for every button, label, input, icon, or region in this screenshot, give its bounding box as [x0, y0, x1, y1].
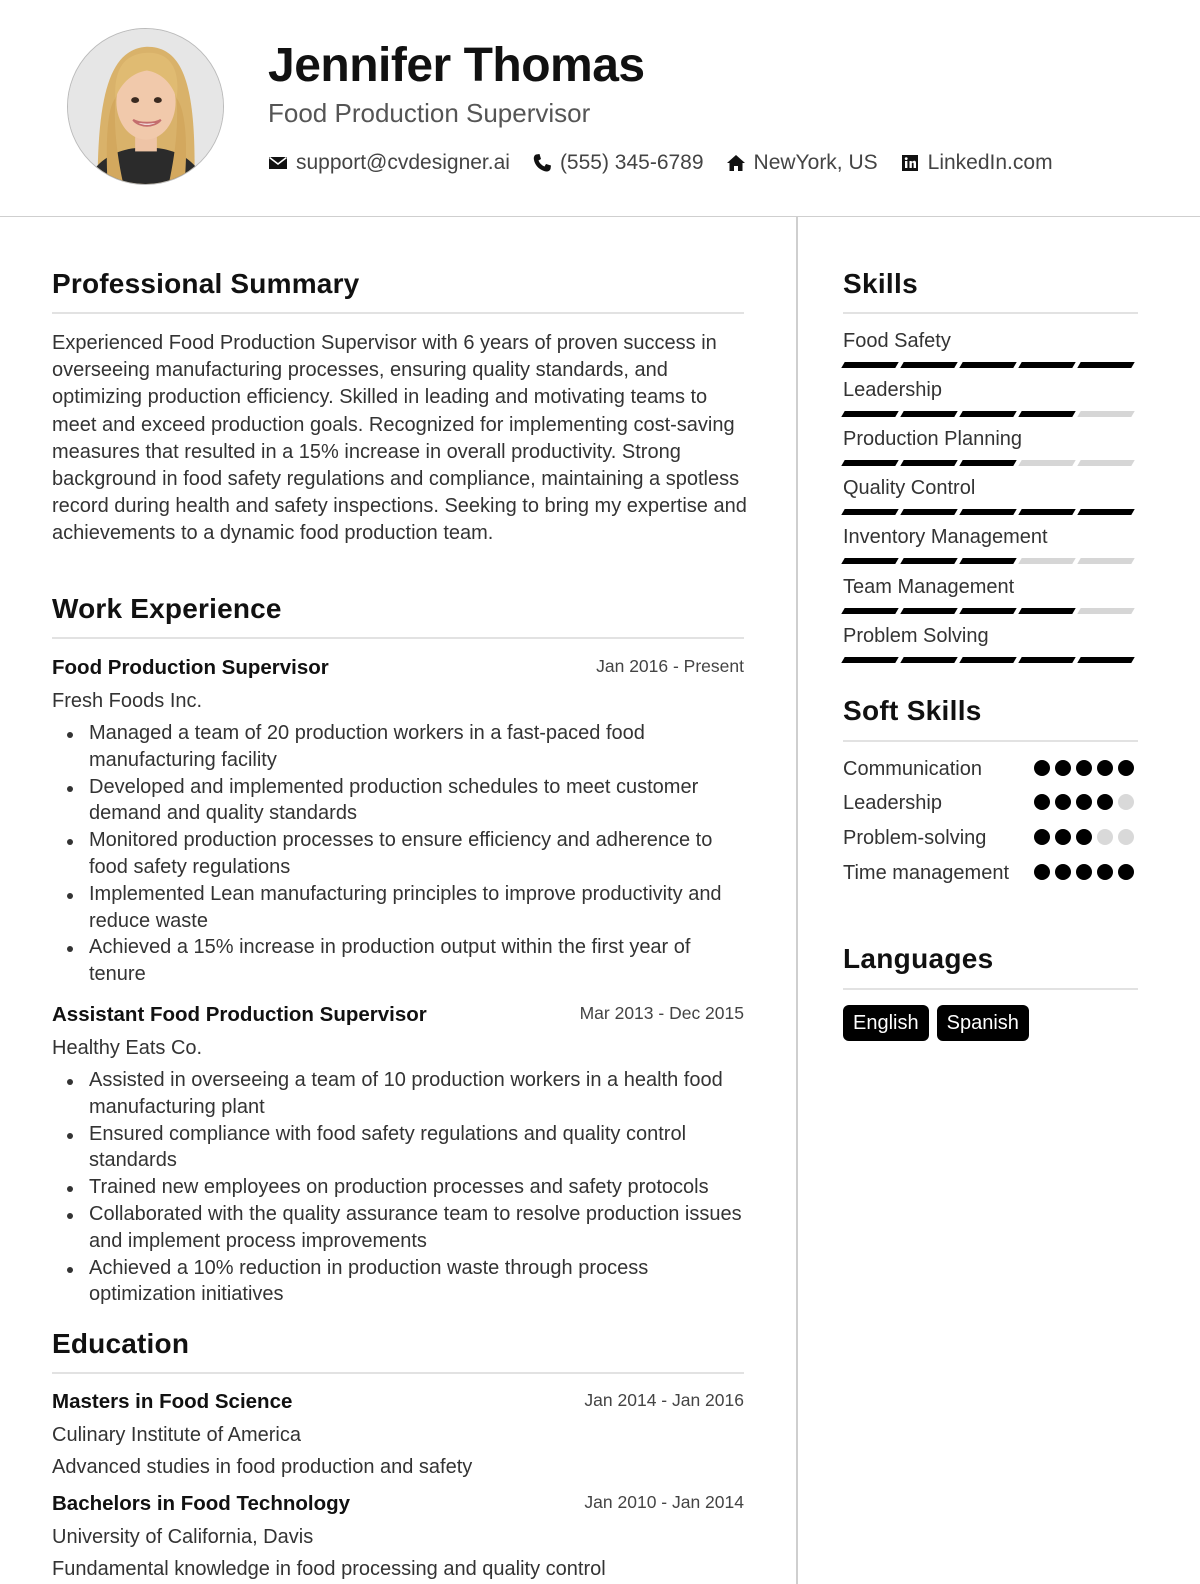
soft-skill-rating — [1029, 794, 1134, 810]
work-rule — [52, 637, 744, 639]
rating-dot — [1076, 760, 1092, 776]
rating-dot — [1118, 760, 1134, 776]
skill-level-bar — [843, 657, 1138, 663]
skill-name: Inventory Management — [843, 526, 1048, 548]
linkedin-text: LinkedIn.com — [927, 151, 1053, 174]
job-entry — [52, 656, 744, 988]
rating-dot — [1034, 760, 1050, 776]
skill-level-segment — [1077, 411, 1134, 417]
rating-dot — [1055, 864, 1071, 880]
work-heading: Work Experience — [52, 593, 282, 624]
skill-level-segment — [841, 608, 898, 614]
rating-dot — [1118, 864, 1134, 880]
job-bullet: Achieved a 15% increase in production output within the first year of tenure — [52, 934, 744, 988]
skill-level-segment — [1018, 362, 1075, 368]
soft-skills-rule — [843, 740, 1138, 742]
skill-level-segment — [1077, 460, 1134, 466]
column-divider — [796, 217, 798, 1584]
skill-level-segment — [1018, 460, 1075, 466]
skill-item — [843, 428, 1138, 466]
soft-skill-rating — [1029, 829, 1134, 845]
skill-name: Team Management — [843, 576, 1015, 598]
education-rule — [52, 1372, 744, 1374]
profile-photo — [67, 28, 224, 185]
language-tags — [843, 1005, 1037, 1041]
skill-level-segment — [1077, 362, 1134, 368]
linkedin-icon — [900, 153, 920, 173]
skill-level-segment — [959, 362, 1016, 368]
education-entry — [52, 1390, 744, 1479]
resume-header — [0, 0, 1200, 217]
language-tag: English — [843, 1005, 929, 1041]
soft-skill-name: Communication — [843, 758, 982, 780]
summary-rule — [52, 312, 744, 314]
rating-dot — [1055, 794, 1071, 810]
skill-level-segment — [959, 509, 1016, 515]
skill-name: Food Safety — [843, 330, 951, 352]
soft-skill-name: Time management — [843, 862, 1009, 884]
skill-level-segment — [959, 608, 1016, 614]
soft-skill-name: Leadership — [843, 792, 942, 814]
skill-level-segment — [900, 509, 957, 515]
contact-bar — [268, 148, 1075, 178]
soft-skill-item — [843, 825, 1138, 852]
skill-name: Production Planning — [843, 428, 1023, 450]
soft-skills-heading: Soft Skills — [843, 695, 982, 726]
rating-dot — [1076, 864, 1092, 880]
skill-item — [843, 625, 1138, 663]
education-dates: Jan 2014 - Jan 2016 — [584, 1390, 744, 1410]
skill-item — [843, 330, 1138, 368]
job-company: Fresh Foods Inc. — [52, 690, 203, 712]
job-bullet: Trained new employees on production processes and safety protocols — [52, 1174, 744, 1201]
rating-dot — [1118, 794, 1134, 810]
skill-level-bar — [843, 509, 1138, 515]
contact-linkedin[interactable] — [900, 151, 1053, 175]
skill-level-segment — [1077, 509, 1134, 515]
summary-text: Experienced Food Production Supervisor with 6 years of proven success in overseeing manufacturing processes, ensuring quality standards, and optimizing production efficiency. Skilled in leading and motivating teams to meet and exceed production goals. Recognized for implementing cost-saving measures that resulted in a 15% increase in overall productivity. Strong background in food safety regulations and compliance, maintaining a spotless record during health and safety inspections. Seeking to bring my expertise and achievements to a dynamic food production team. — [52, 332, 747, 545]
soft-skill-rating — [1029, 760, 1134, 776]
soft-skill-item — [843, 790, 1138, 817]
skill-item — [843, 379, 1138, 417]
skill-level-segment — [1018, 657, 1075, 663]
rating-dot — [1097, 760, 1113, 776]
soft-skill-name: Problem-solving — [843, 827, 987, 849]
skill-level-segment — [959, 460, 1016, 466]
job-bullets — [52, 720, 744, 988]
languages-rule — [843, 988, 1138, 990]
skill-level-segment — [959, 657, 1016, 663]
skill-level-bar — [843, 362, 1138, 368]
education-description: Advanced studies in food production and safety — [52, 1456, 473, 1478]
location-text: NewYork, US — [753, 151, 878, 174]
skill-name: Problem Solving — [843, 625, 989, 647]
skill-item — [843, 477, 1138, 515]
skill-level-segment — [900, 558, 957, 564]
skill-level-bar — [843, 411, 1138, 417]
skill-level-bar — [843, 460, 1138, 466]
job-bullet: Assisted in overseeing a team of 10 production workers in a health food manufacturing plant — [52, 1067, 744, 1121]
job-bullet: Managed a team of 20 production workers in a fast-paced food manufacturing facility — [52, 720, 744, 774]
job-bullet: Implemented Lean manufacturing principles to improve productivity and reduce waste — [52, 881, 744, 935]
phone-text: (555) 345-6789 — [559, 151, 704, 174]
skill-level-segment — [841, 558, 898, 564]
rating-dot — [1076, 794, 1092, 810]
rating-dot — [1034, 794, 1050, 810]
skill-level-bar — [843, 558, 1138, 564]
skill-name: Quality Control — [843, 477, 976, 499]
job-dates: Jan 2016 - Present — [596, 656, 744, 676]
skill-name: Leadership — [843, 379, 942, 401]
school-name: Culinary Institute of America — [52, 1424, 301, 1446]
skill-level-segment — [959, 558, 1016, 564]
rating-dot — [1034, 864, 1050, 880]
skill-level-segment — [841, 657, 898, 663]
job-bullet: Developed and implemented production schedules to meet customer demand and quality standards — [52, 774, 744, 828]
job-entry — [52, 1003, 744, 1308]
soft-skill-item — [843, 756, 1138, 783]
job-company: Healthy Eats Co. — [52, 1037, 203, 1059]
rating-dot — [1097, 864, 1113, 880]
skill-level-segment — [1077, 608, 1134, 614]
envelope-icon — [268, 153, 288, 173]
rating-dot — [1055, 829, 1071, 845]
skill-level-segment — [900, 657, 957, 663]
soft-skill-rating — [1029, 864, 1134, 880]
degree-title: Masters in Food Science — [52, 1390, 293, 1413]
skills-heading: Skills — [843, 268, 918, 299]
skill-level-segment — [900, 460, 957, 466]
rating-dot — [1097, 794, 1113, 810]
skill-item — [843, 526, 1138, 564]
skill-level-segment — [1077, 657, 1134, 663]
rating-dot — [1034, 829, 1050, 845]
skill-level-segment — [900, 362, 957, 368]
candidate-name: Jennifer Thomas — [268, 39, 645, 92]
rating-dot — [1118, 829, 1134, 845]
skill-level-segment — [1018, 411, 1075, 417]
skill-level-bar — [843, 608, 1138, 614]
rating-dot — [1055, 760, 1071, 776]
contact-location — [726, 151, 878, 175]
skill-level-segment — [841, 460, 898, 466]
skills-rule — [843, 312, 1138, 314]
home-icon — [726, 153, 746, 173]
email-text: support@cvdesigner.ai — [296, 151, 510, 174]
skill-level-segment — [900, 411, 957, 417]
education-entry — [52, 1492, 744, 1581]
skill-level-segment — [841, 509, 898, 515]
rating-dot — [1097, 829, 1113, 845]
phone-icon — [532, 153, 552, 173]
skill-level-segment — [1077, 558, 1134, 564]
education-description: Fundamental knowledge in food processing and quality control — [52, 1558, 606, 1580]
skill-level-segment — [900, 608, 957, 614]
skill-item — [843, 576, 1138, 614]
skill-level-segment — [959, 411, 1016, 417]
soft-skill-item — [843, 860, 1138, 887]
language-tag: Spanish — [937, 1005, 1029, 1041]
school-name: University of California, Davis — [52, 1526, 314, 1548]
job-bullets — [52, 1067, 744, 1308]
skill-level-segment — [841, 362, 898, 368]
profile-photo-illustration — [68, 29, 223, 184]
job-bullet: Achieved a 10% reduction in production waste through process optimization initiatives — [52, 1255, 744, 1309]
job-title: Food Production Supervisor — [52, 656, 329, 679]
summary-heading: Professional Summary — [52, 268, 360, 299]
education-dates: Jan 2010 - Jan 2014 — [584, 1492, 744, 1512]
candidate-title: Food Production Supervisor — [268, 98, 591, 128]
job-dates: Mar 2013 - Dec 2015 — [579, 1003, 744, 1023]
contact-email[interactable] — [268, 151, 510, 175]
job-bullet: Collaborated with the quality assurance team to resolve production issues and implement process improvements — [52, 1201, 744, 1255]
skill-level-segment — [1018, 509, 1075, 515]
job-bullet: Ensured compliance with food safety regulations and quality control standards — [52, 1121, 744, 1175]
degree-title: Bachelors in Food Technology — [52, 1492, 351, 1515]
skill-level-segment — [841, 411, 898, 417]
job-title: Assistant Food Production Supervisor — [52, 1003, 427, 1026]
rating-dot — [1076, 829, 1092, 845]
skill-level-segment — [1018, 608, 1075, 614]
languages-heading: Languages — [843, 943, 994, 974]
education-heading: Education — [52, 1328, 190, 1359]
skill-level-segment — [1018, 558, 1075, 564]
contact-phone[interactable] — [532, 151, 704, 175]
job-bullet: Monitored production processes to ensure efficiency and adherence to food safety regulations — [52, 827, 744, 881]
